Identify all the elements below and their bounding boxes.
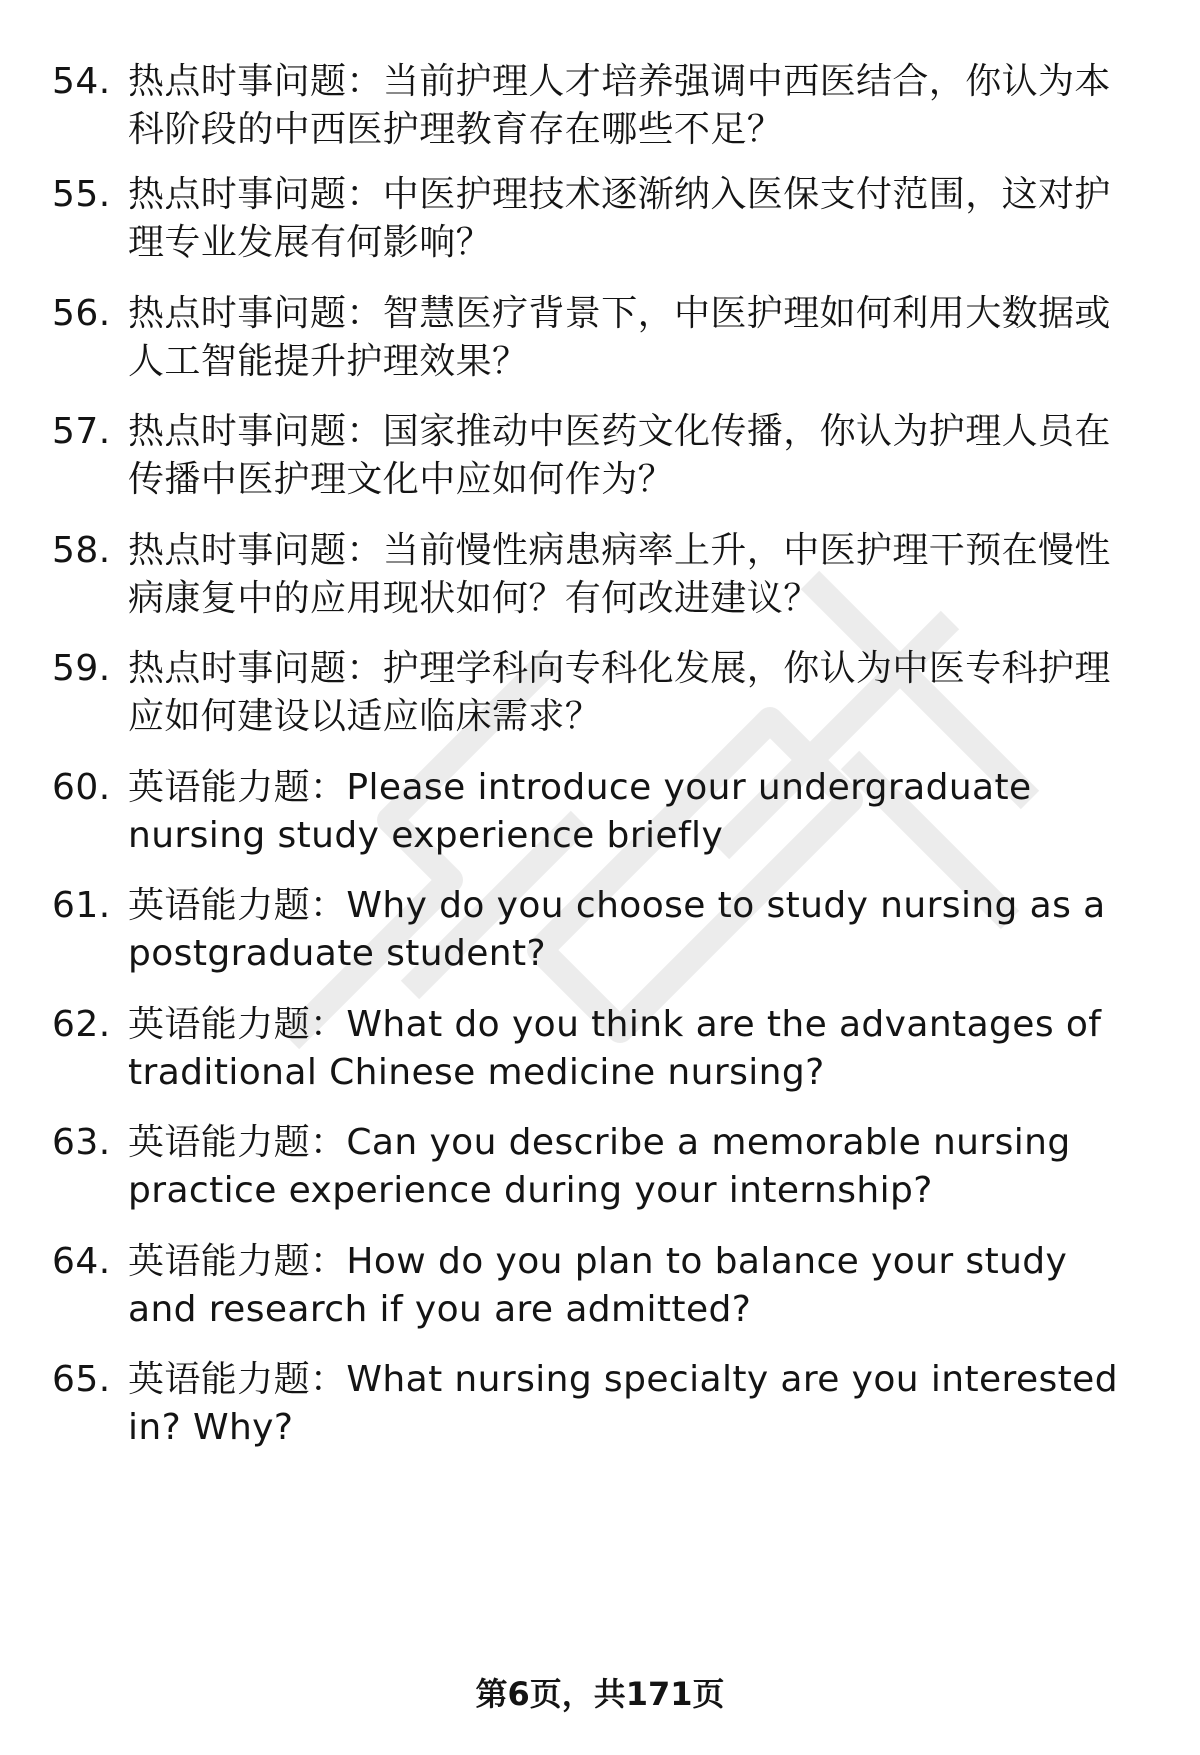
question-item-60 bbox=[0, 764, 1200, 874]
question-text: 热点时事问题：当前慢性病患病率上升，中医护理干预在慢性病康复中的应用现状如何？有何改进建议？ bbox=[128, 530, 1111, 619]
question-item-65 bbox=[0, 1356, 1200, 1466]
question-item-56 bbox=[0, 290, 1200, 400]
question-item-62 bbox=[0, 1001, 1200, 1111]
question-number: 60. bbox=[52, 767, 111, 808]
question-text: 热点时事问题：当前护理人才培养强调中西医结合，你认为本科阶段的中西医护理教育存在哪些不足？ bbox=[128, 61, 1111, 150]
question-text: 英语能力题：Why do you choose to study nursing as a postgraduate student? bbox=[128, 885, 1106, 974]
question-number: 55. bbox=[52, 174, 111, 215]
question-text: 英语能力题：What do you think are the advantages of traditional Chinese medicine nursing? bbox=[128, 1004, 1102, 1093]
question-number: 56. bbox=[52, 293, 111, 334]
question-text: 英语能力题：How do you plan to balance your study and research if you are admitted? bbox=[128, 1241, 1068, 1330]
page-indicator: 第6页，共171页 bbox=[475, 1675, 725, 1713]
question-number: 62. bbox=[52, 1004, 111, 1045]
question-item-61 bbox=[0, 882, 1200, 992]
question-number: 63. bbox=[52, 1122, 111, 1163]
question-item-58 bbox=[0, 527, 1200, 637]
question-item-57 bbox=[0, 408, 1200, 518]
question-text: 英语能力题：Please introduce your undergraduate nursing study experience briefly bbox=[128, 767, 1032, 856]
question-text: 热点时事问题：国家推动中医药文化传播，你认为护理人员在传播中医护理文化中应如何作为？ bbox=[128, 411, 1111, 500]
question-item-55 bbox=[0, 171, 1200, 281]
question-number: 57. bbox=[52, 411, 111, 452]
question-text: 热点时事问题：护理学科向专科化发展，你认为中医专科护理应如何建设以适应临床需求？ bbox=[128, 648, 1111, 737]
question-text: 热点时事问题：智慧医疗背景下，中医护理如何利用大数据或人工智能提升护理效果？ bbox=[128, 293, 1111, 382]
question-text: 英语能力题：Can you describe a memorable nursing practice experience during your internship? bbox=[128, 1122, 1071, 1211]
question-text: 热点时事问题：中医护理技术逐渐纳入医保支付范围，这对护理专业发展有何影响？ bbox=[128, 174, 1111, 263]
question-number: 59. bbox=[52, 648, 111, 689]
question-item-54 bbox=[0, 58, 1200, 168]
question-item-59 bbox=[0, 645, 1200, 755]
question-number: 61. bbox=[52, 885, 111, 926]
question-number: 58. bbox=[52, 530, 111, 571]
question-number: 54. bbox=[52, 61, 111, 102]
question-number: 65. bbox=[52, 1359, 111, 1400]
question-number: 64. bbox=[52, 1241, 111, 1282]
question-text: 英语能力题：What nursing specialty are you interested in? Why? bbox=[128, 1359, 1118, 1448]
question-item-63 bbox=[0, 1119, 1200, 1229]
question-item-64 bbox=[0, 1238, 1200, 1348]
